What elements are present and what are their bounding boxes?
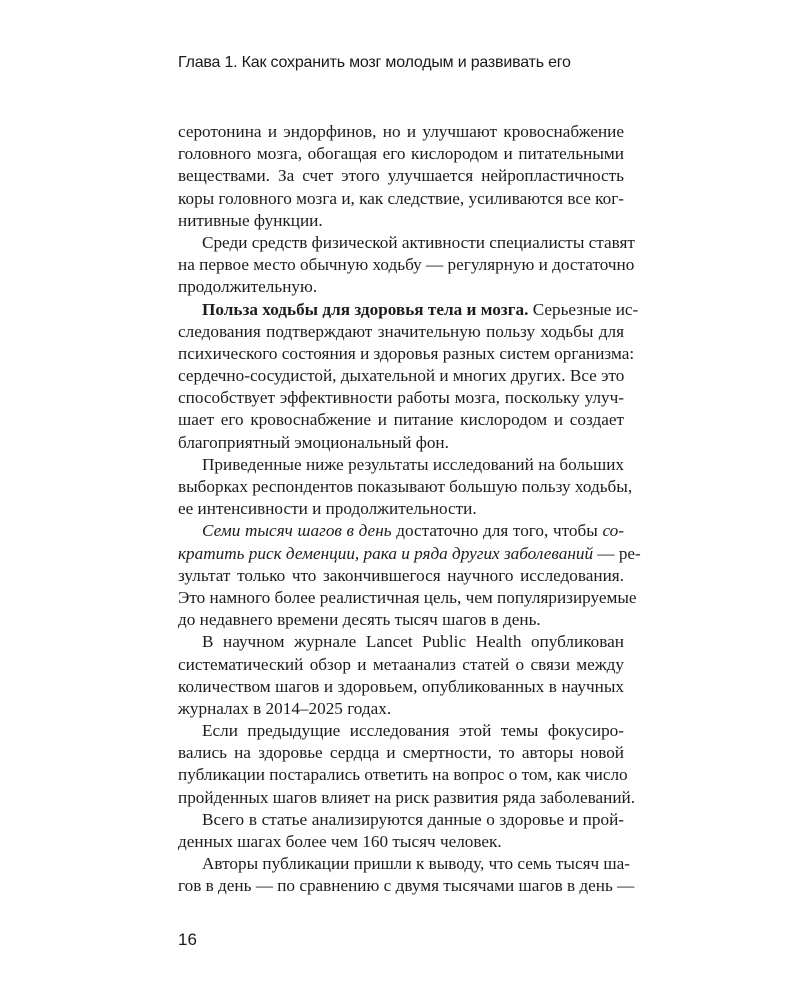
text-line: выборках респондентов показывают большую пользу ходьбы, (178, 477, 633, 496)
paragraph (178, 720, 636, 809)
text-line (178, 543, 641, 565)
text-line: сердечно-сосудистой, дыхательной и многих других. Все это (178, 366, 625, 386)
text-line: серотонина и эндорфинов, но и улучшают кровоснабжение (178, 122, 624, 141)
text-fragment: достаточно для того, чтобы (391, 521, 603, 541)
body-text (178, 121, 641, 898)
text-line: следования подтверждают значительную пользу ходьбы для (178, 321, 624, 341)
text-line (178, 520, 624, 542)
text-line: веществами. За счет этого улучшается нейропластичность (178, 166, 624, 186)
paragraph (178, 631, 624, 720)
italic-fragment: со- (602, 521, 624, 541)
italic-fragment: кратить риск деменции, рака и ряда других заболеваний (178, 543, 594, 563)
paragraph (178, 853, 635, 897)
text-line: гов в день — по сравнению с двумя тысячами шагов в день — (178, 876, 635, 896)
text-line: пройденных шагов влияет на риск развития ряда заболеваний. (178, 787, 636, 807)
text-line: Авторы публикации пришли к выводу, что семь тысяч ша- (202, 854, 631, 874)
paragraph (178, 520, 641, 631)
paragraph (178, 299, 639, 454)
text-line: на первое место обычную ходьбу — регулярную и достаточно (178, 255, 635, 275)
text-line: Это намного более реалистичная цель, чем популяризируемые (178, 587, 637, 607)
text-line: нитивные функции. (178, 210, 323, 230)
text-line: В научном журнале Lancet Public Health опубликован (202, 632, 624, 652)
text-fragment: Серьезные ис- (528, 299, 639, 319)
paragraph (178, 121, 624, 232)
text-line: вались на здоровье сердца и смертности, то авторы новой (178, 743, 624, 763)
text-line: способствует эффективности работы мозга, поскольку улуч- (178, 388, 624, 408)
text-line: Приведенные ниже результаты исследований на больших (202, 454, 624, 474)
text-line: головного мозга, обогащая его кислородом и питательными (178, 144, 624, 164)
text-line: благоприятный эмоциональный фон. (178, 432, 449, 452)
text-line: коры головного мозга и, как следствие, усиливаются все ког- (178, 188, 625, 208)
paragraph (178, 232, 635, 299)
text-line: Если предыдущие исследования этой темы фокусиро- (202, 721, 624, 741)
text-fragment: — ре- (593, 543, 641, 563)
text-line: публикации постарались ответить на вопрос о том, как число (178, 765, 628, 785)
text-line: психического состояния и здоровья разных систем организма: (178, 343, 635, 363)
text-line: Среди средств физической активности специалисты ставят (202, 232, 635, 252)
running-head: Глава 1. Как сохранить мозг молодым и развивать его (178, 54, 571, 71)
text-line: Всего в статье анализируются данные о здоровье и прой- (202, 809, 624, 829)
text-line: ее интенсивности и продолжительности. (178, 499, 477, 519)
text-line: систематический обзор и метаанализ статей о связи между (178, 654, 624, 674)
section-heading: Польза ходьбы для здоровья тела и мозга. (202, 299, 529, 319)
text-line: продолжительную. (178, 277, 318, 297)
text-line: до недавнего времени десять тысяч шагов в день. (178, 610, 541, 630)
text-line: шает его кровоснабжение и питание кислородом и создает (178, 410, 624, 430)
paragraph (178, 454, 633, 521)
text-line: денных шагах более чем 160 тысяч человек. (178, 832, 502, 851)
text-line: количеством шагов и здоровьем, опубликованных в научных (178, 676, 624, 696)
text-line: зультат только что закончившегося научного исследования. (178, 565, 624, 585)
text-line (178, 299, 639, 321)
page-number: 16 (178, 930, 197, 949)
italic-fragment: Семи тысяч шагов в день (202, 521, 392, 541)
text-line: журналах в 2014–2025 годах. (178, 698, 392, 718)
paragraph (178, 809, 624, 853)
